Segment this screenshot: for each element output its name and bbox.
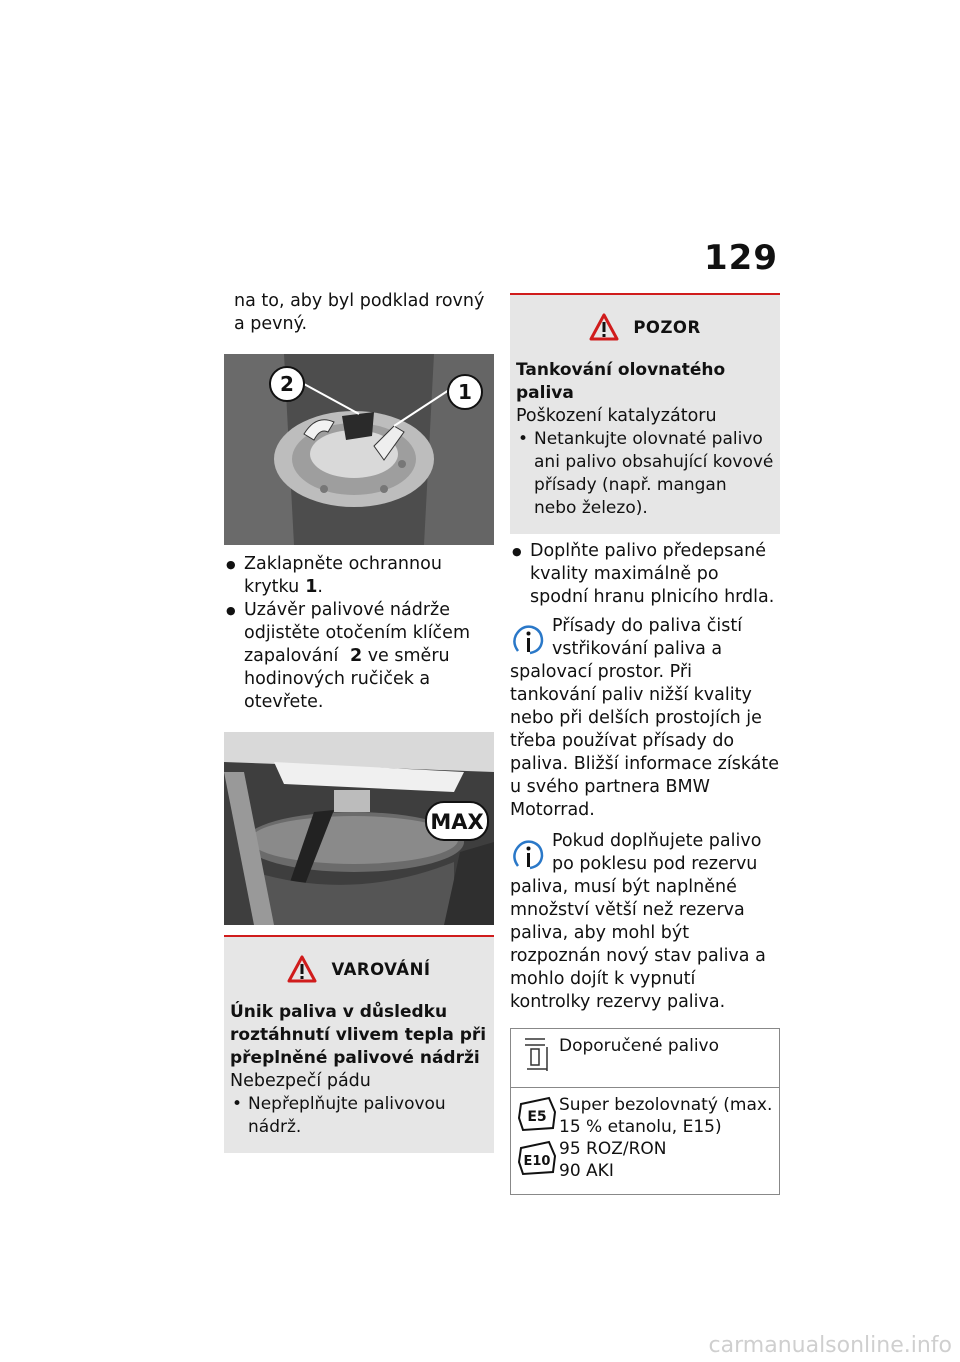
instruction-unlock-cap: ● Uzávěr palivové nádrže odjistěte otočením klíčem zapalování 2 ve směru hodinových ručiček a otevřete. [224, 599, 494, 714]
instruction-list [224, 553, 494, 714]
fuel-spec-header-row [511, 1029, 779, 1087]
max-label: MAX [430, 810, 484, 834]
fuel-grade-icons [517, 1094, 557, 1182]
instruction-fill-fuel: ● Doplňte palivo předepsané kvality maximálně po spodní hranu plnicího hrdla. [510, 540, 780, 609]
caution-heading: Tankování olovnatého paliva [516, 360, 726, 403]
watermark: carmanualsonline.info [708, 1333, 952, 1358]
right-column [510, 293, 780, 1195]
note-reserve: Pokud doplňujete palivo po poklesu pod rezervu paliva, musí být naplněné množství větší než rezerva paliva, aby mohl být rozpoznán nový stav paliva a mohlo dojít k vypnutí kontrolky rezervy paliva. [510, 831, 766, 1012]
page-number: 129 [704, 238, 778, 278]
fuel-spec-line-1: Super bezolovnatý (max. [559, 1095, 773, 1115]
intro-text [224, 290, 494, 336]
fuel-pump-icon [517, 1035, 553, 1075]
e10-label: E10 [523, 1154, 551, 1169]
caution-list [516, 428, 774, 520]
warning-title: VAROVÁNÍ [331, 959, 431, 979]
instruction-close-cap: ● Zaklapněte ochrannou krytku 1. [224, 553, 494, 599]
intro-line-1: na to, aby byl podklad rovný [234, 291, 485, 311]
fuel-spec-value-row [511, 1087, 779, 1194]
caution-item: • Netankujte olovnaté palivo ani palivo obsahující kovové přísady (např. mangan nebo železo). [516, 428, 774, 520]
left-column [224, 290, 494, 1153]
warning-hazard: Nebezpečí pádu [230, 1071, 371, 1091]
warning-triangle-icon [287, 955, 317, 983]
fuel-spec-header: Doporučené palivo [559, 1036, 720, 1056]
info-icon [510, 836, 546, 876]
figure-fuel-cap [224, 354, 494, 545]
caution-hazard: Poškození katalyzátoru [516, 406, 717, 426]
caution-box [510, 293, 780, 534]
callout-1: 1 [458, 380, 472, 404]
fill-instruction-list [510, 540, 780, 609]
info-icon [510, 621, 546, 661]
ref-1: 1 [305, 577, 318, 597]
ref-2: 2 [349, 646, 363, 666]
callout-2: 2 [280, 372, 294, 396]
intro-line-2: a pevný. [234, 314, 308, 334]
warning-heading: Únik paliva v důsledku roztáhnutí vlivem tepla při přeplněné palivové nádrži [230, 1002, 487, 1068]
warning-list [230, 1093, 488, 1139]
fuel-spec-line-2: 15 % etanolu, E15) [559, 1117, 722, 1137]
fuel-cap-illustration [224, 354, 494, 545]
warning-item: • Nepřeplňujte palivovou nádrž. [230, 1093, 488, 1139]
fuel-spec-line-4: 90 AKI [559, 1161, 614, 1181]
note-additives: Přísady do paliva čistí vstřikování paliva a spalovací prostor. Při tankování paliv nižší kvality nebo při delších prostojích je třeba používat přísady do paliva. Bližší informace získáte u svého partnera BMW Motorrad. [510, 616, 779, 820]
caution-title: POZOR [633, 317, 701, 337]
caution-triangle-icon [589, 313, 619, 341]
e5-label: E5 [527, 1109, 547, 1125]
figure-max-level [224, 732, 494, 925]
fuel-spec-line-3: 95 ROZ/RON [559, 1139, 667, 1159]
fuel-spec-table [510, 1028, 780, 1195]
warning-header [230, 955, 488, 983]
caution-header [516, 313, 774, 341]
warning-box [224, 935, 494, 1153]
fuel-level-illustration [224, 732, 494, 925]
